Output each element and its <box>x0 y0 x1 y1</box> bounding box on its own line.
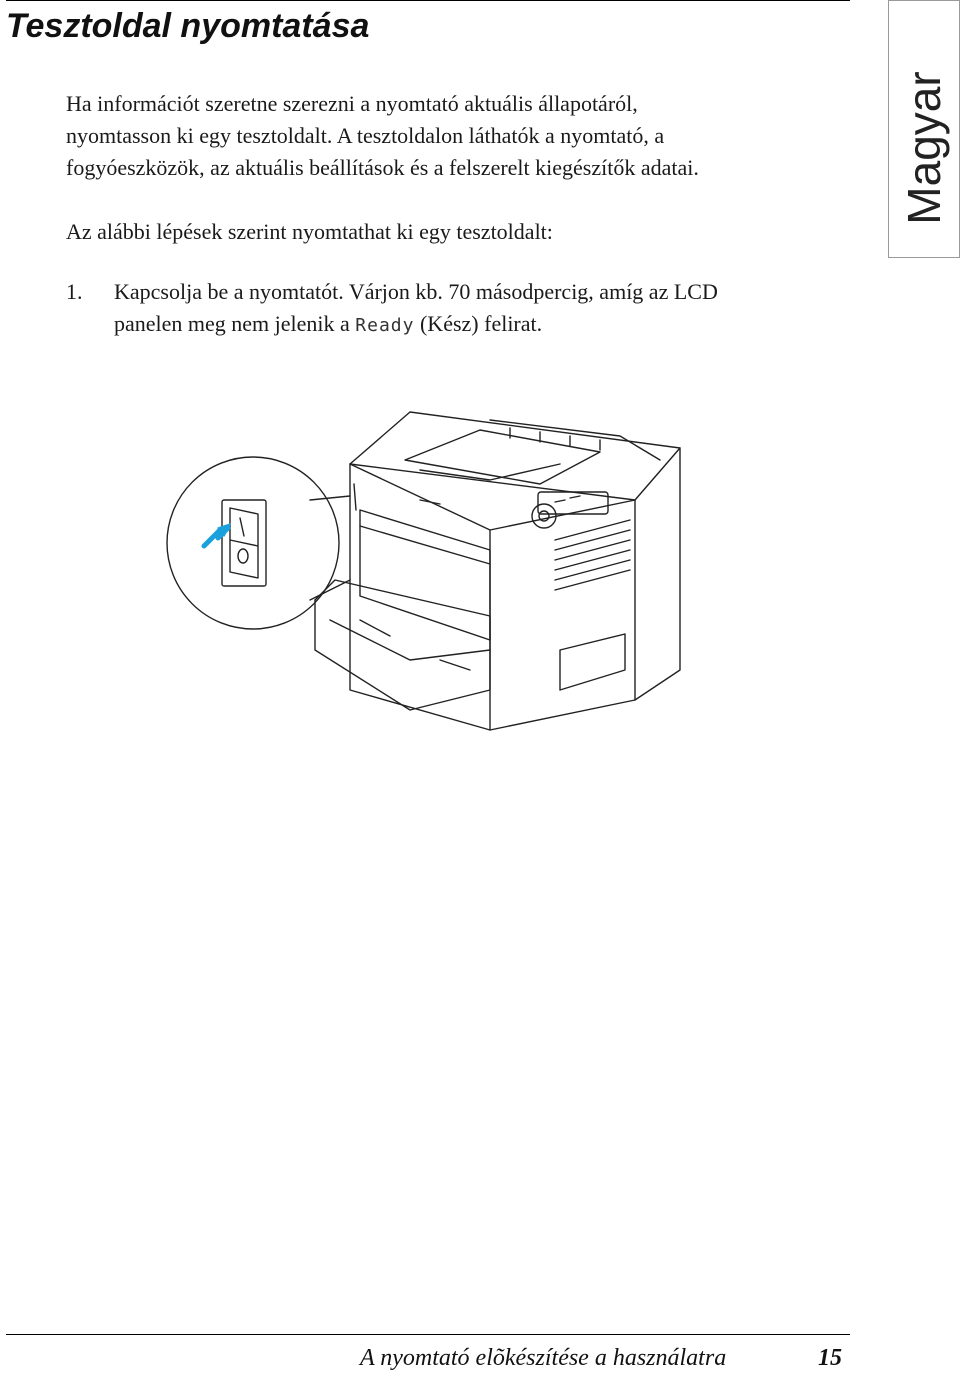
step-number: 1. <box>66 279 83 304</box>
page-title: Tesztoldal nyomtatása <box>6 7 370 45</box>
step-line-2-prefix: panelen meg nem jelenik a <box>114 311 356 336</box>
printer-body <box>315 412 680 730</box>
intro-line-2: nyomtasson ki egy tesztoldalt. A tesztoldalon láthatók a nyomtató, a <box>66 123 665 148</box>
bottom-rule <box>6 1334 850 1335</box>
footer-section-title: A nyomtató elõkészítése a használatra <box>360 1345 727 1371</box>
power-switch-callout <box>167 457 350 629</box>
intro-line-3: fogyóeszközök, az aktuális beállítások és a felszerelt kiegészítők adatai. <box>66 155 699 180</box>
step-line-2 <box>114 308 864 342</box>
lcd-ready-text: Ready <box>355 315 415 336</box>
page-number: 15 <box>818 1345 842 1371</box>
step-text <box>114 276 864 342</box>
steps-intro: Az alábbi lépések szerint nyomtathat ki egy tesztoldalt: <box>66 219 553 244</box>
intro-line-1: Ha információt szeretne szerezni a nyomtató aktuális állapotáról, <box>66 91 638 116</box>
step-line-2-suffix: (Kész) felirat. <box>414 311 543 336</box>
printer-power-switch-icon <box>160 400 700 740</box>
top-rule <box>6 0 850 1</box>
step-line-1: Kapcsolja be a nyomtatót. Várjon kb. 70 másodpercig, amíg az LCD <box>114 279 718 304</box>
language-tab-label: Magyar <box>898 71 950 225</box>
intro-paragraph <box>66 88 866 184</box>
